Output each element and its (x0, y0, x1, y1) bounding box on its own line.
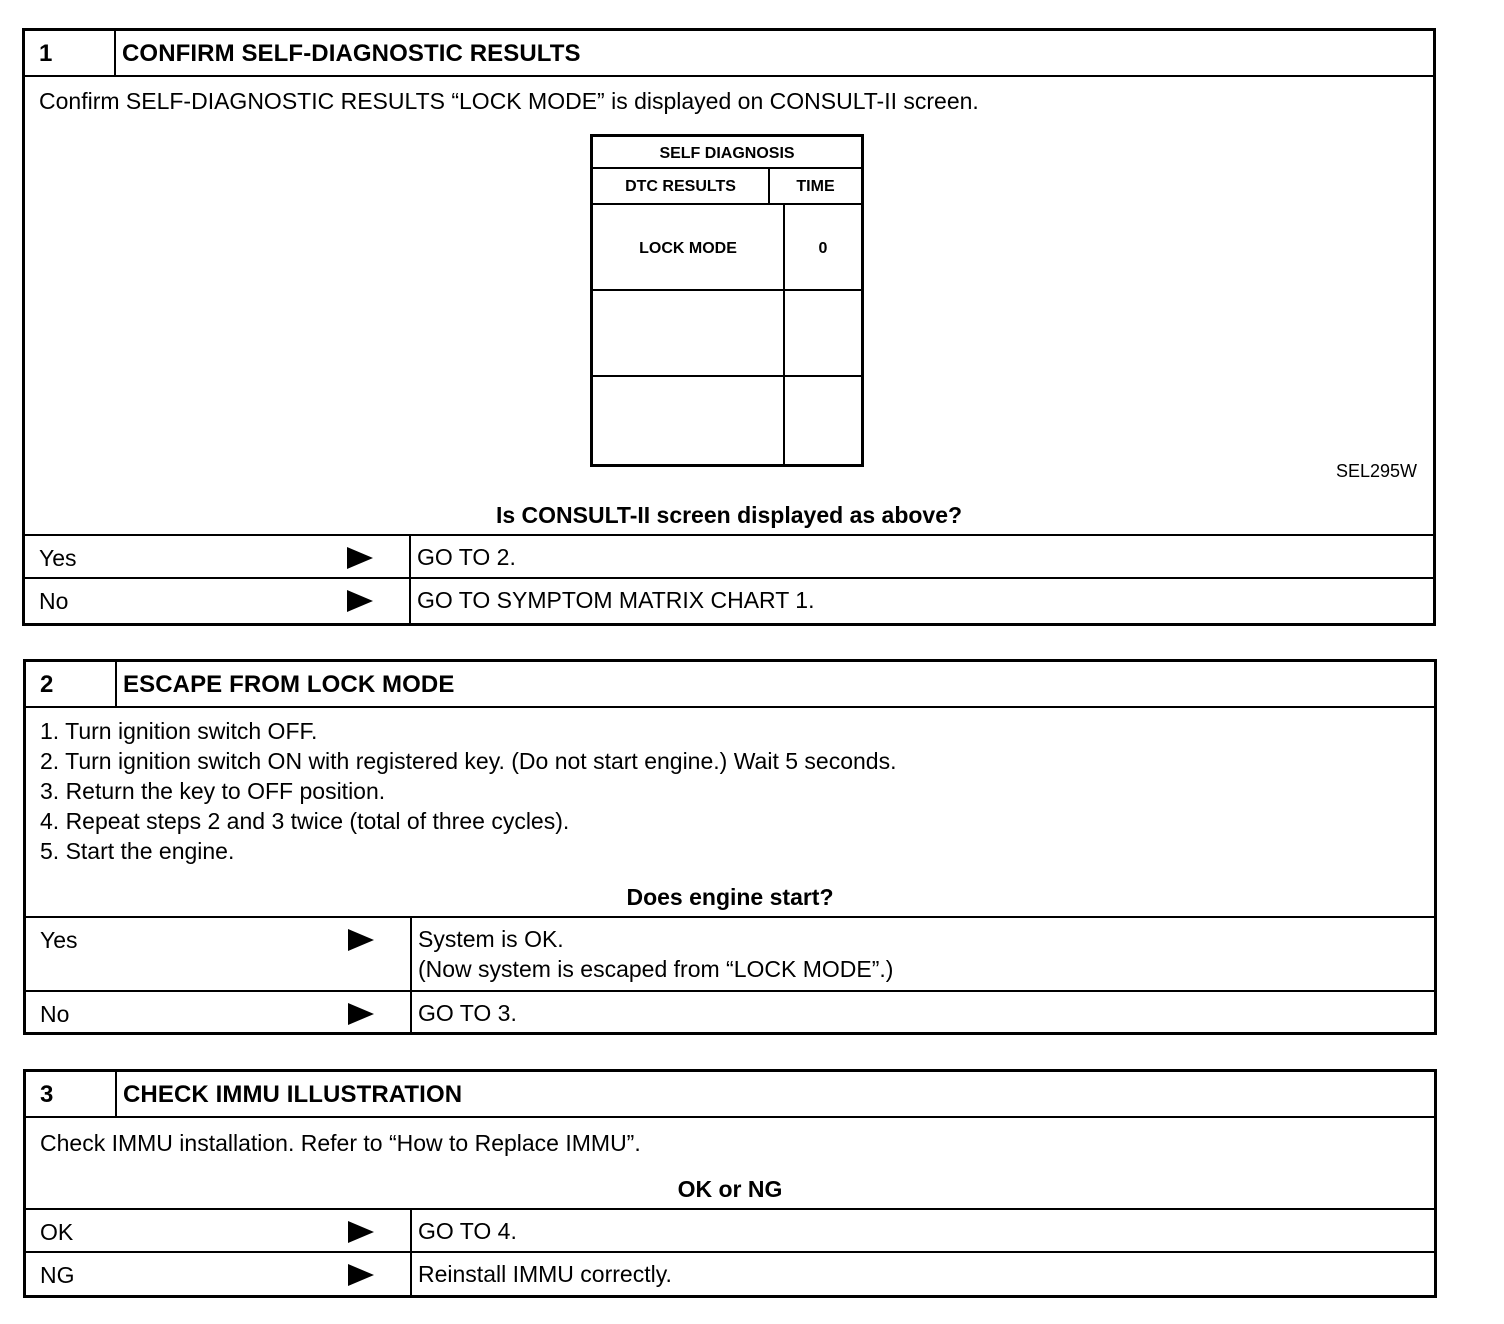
answer-label: No (39, 588, 69, 614)
step-instruction: Confirm SELF-DIAGNOSTIC RESULTS “LOCK MODE” is displayed on CONSULT-II screen. (39, 88, 979, 114)
procedure-step: 5. Start the engine. (40, 838, 235, 864)
answer-action: GO TO SYMPTOM MATRIX CHART 1. (417, 587, 815, 613)
procedure-step: 4. Repeat steps 2 and 3 twice (total of three cycles). (40, 808, 570, 834)
step-1-header (25, 31, 1433, 77)
answer-label: No (40, 1001, 70, 1027)
arrow-right-icon (347, 590, 373, 612)
answer-label: Yes (40, 927, 78, 953)
answer-label: OK (40, 1219, 74, 1245)
step-number: 2 (40, 671, 54, 698)
decision-question: Is CONSULT-II screen displayed as above? (495, 502, 963, 528)
col-time: TIME (796, 178, 835, 195)
figure-code: SEL295W (1335, 461, 1417, 481)
step-2-header (26, 662, 1434, 708)
answer-row-ng (26, 1251, 1434, 1295)
arrow-right-icon (348, 1221, 374, 1243)
answer-action: GO TO 2. (417, 544, 516, 570)
step-title: CONFIRM SELF-DIAGNOSTIC RESULTS (122, 40, 581, 67)
step-1-block (22, 28, 1436, 626)
answer-row-ok (26, 1208, 1434, 1253)
answer-action-line: (Now system is escaped from “LOCK MODE”.) (418, 956, 894, 982)
answer-row-yes (25, 534, 1433, 579)
step-3-header (26, 1072, 1434, 1118)
arrow-right-icon (348, 929, 374, 951)
answer-row-yes (26, 916, 1434, 992)
arrow-right-icon (347, 547, 373, 569)
answer-action: Reinstall IMMU correctly. (418, 1261, 672, 1287)
screen-header: SELF DIAGNOSIS (659, 145, 795, 162)
answer-action-line: System is OK. (418, 926, 564, 952)
step-title: ESCAPE FROM LOCK MODE (123, 671, 455, 698)
decision-question: OK or NG (677, 1176, 783, 1202)
step-number: 3 (40, 1081, 54, 1108)
answer-action: GO TO 3. (418, 1000, 517, 1026)
consult-screen-illustration (590, 134, 864, 467)
row-dtc-value: LOCK MODE (639, 240, 737, 257)
arrow-right-icon (348, 1003, 374, 1025)
answer-label: NG (40, 1262, 75, 1288)
procedure-step: 3. Return the key to OFF position. (40, 778, 386, 804)
row-time-value: 0 (818, 240, 828, 257)
answer-action (418, 924, 893, 984)
answer-row-no (25, 577, 1433, 623)
answer-action: GO TO 4. (418, 1218, 517, 1244)
procedure-step: 2. Turn ignition switch ON with registered key. (Do not start engine.) Wait 5 seconds. (40, 748, 897, 774)
decision-question: Does engine start? (626, 884, 834, 910)
procedure-step: 1. Turn ignition switch OFF. (40, 718, 318, 744)
step-number: 1 (39, 40, 53, 67)
step-2-block (23, 659, 1437, 1035)
col-dtc-results: DTC RESULTS (625, 178, 736, 195)
step-3-block (23, 1069, 1437, 1298)
step-title: CHECK IMMU ILLUSTRATION (123, 1081, 463, 1108)
step-instruction: Check IMMU installation. Refer to “How to Replace IMMU”. (40, 1130, 641, 1156)
answer-row-no (26, 990, 1434, 1035)
answer-label: Yes (39, 545, 77, 571)
arrow-right-icon (348, 1264, 374, 1286)
